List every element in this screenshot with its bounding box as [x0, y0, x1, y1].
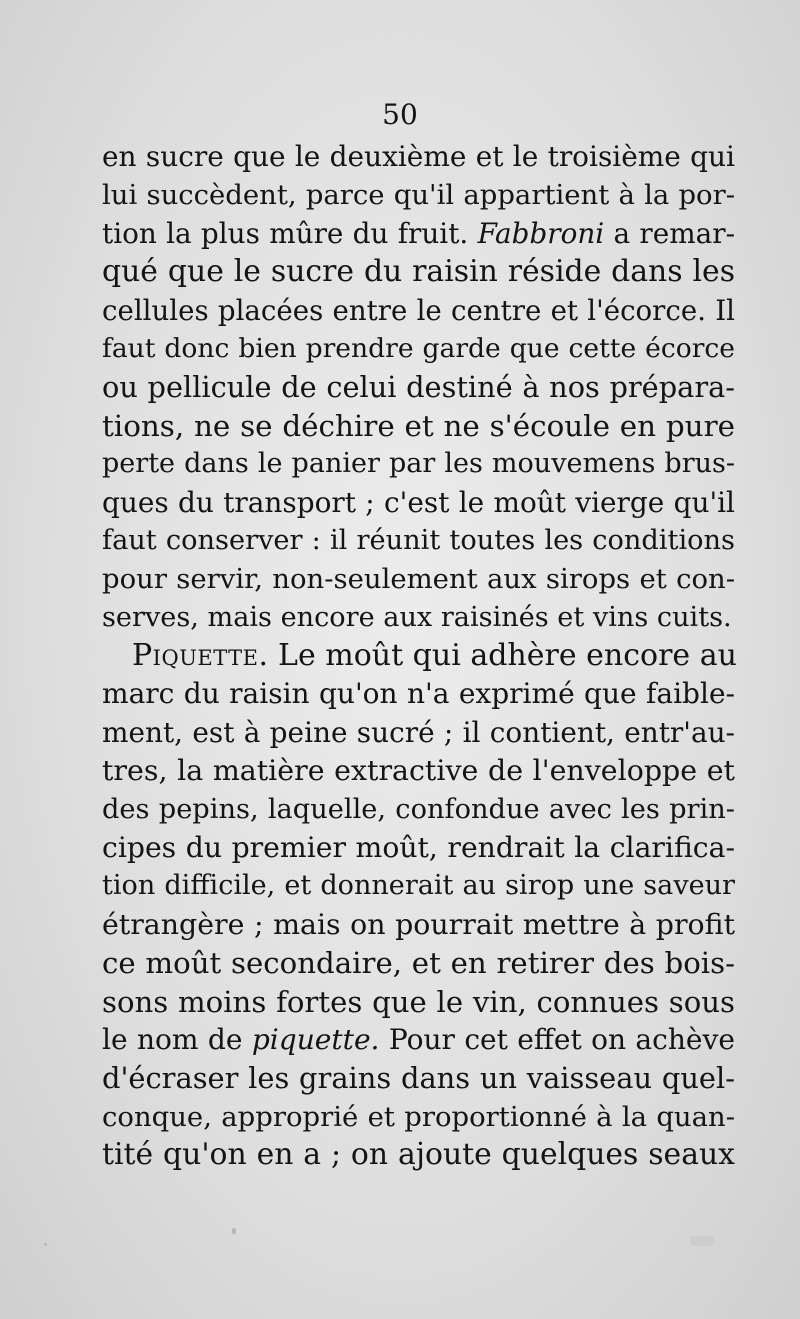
text-line: en sucre que le deuxième et le troisième qui	[102, 140, 735, 173]
text-line: cipes du premier moût, rendrait la clarifica-	[102, 831, 735, 865]
text-line: tres, la matière extractive de l'enveloppe et	[102, 754, 735, 788]
text-line	[102, 215, 735, 253]
paper-speck	[44, 1243, 47, 1246]
paper-speck	[690, 1236, 714, 1246]
text-line: ou pellicule de celui destiné à nos prépara-	[102, 370, 735, 405]
text-line: tité qu'on en a ; on ajoute quelques seaux	[102, 1137, 735, 1173]
text-line	[102, 1021, 735, 1059]
body-text	[102, 138, 735, 1175]
text-line: lui succèdent, parce qu'il appartient à la por-	[102, 179, 735, 212]
text-line: conque, approprié et proportionné à la quan-	[102, 1100, 735, 1133]
text-line: ment, est à peine sucré ; il contient, entr'au-	[102, 715, 735, 749]
text-line	[102, 637, 735, 675]
text-line: tion difficile, et donnerait au sirop une saveur	[102, 870, 735, 902]
text-line: faut conserver : il réunit toutes les conditions	[102, 524, 735, 556]
text-line: tions, ne se déchire et ne s'écoule en pure	[102, 408, 735, 443]
text-line: étrangère ; mais on pourrait mettre à profit	[102, 907, 735, 941]
text-line: serves, mais encore aux raisinés et vins cuits.	[102, 601, 732, 633]
text-line: des pepins, laquelle, confondue avec les prin-	[102, 793, 735, 825]
page-number: 50	[382, 98, 418, 131]
text-line: pour servir, non-seulement aux sirops et con-	[102, 563, 735, 596]
italic-term: piquette.	[251, 1022, 380, 1056]
text-line: qué que le sucre du raisin réside dans les	[102, 254, 735, 290]
text-run: Pour cet effet on achève	[388, 1022, 735, 1056]
text-line: perte dans le panier par les mouvemens brus-	[102, 448, 735, 480]
text-line: ques du transport ; c'est le moût vierge qu'il	[102, 485, 735, 519]
text-line: faut donc bien prendre garde que cette écorce	[102, 332, 735, 364]
text-run: tion la plus mûre du fruit.	[102, 216, 469, 250]
text-line: sons moins fortes que le vin, connues sous	[102, 984, 735, 1019]
text-line: d'écraser les grains dans un vaisseau quel-	[102, 1061, 735, 1096]
italic-name: Fabbroni	[477, 216, 605, 250]
text-run: le nom de	[102, 1022, 243, 1056]
text-run: a remar-	[613, 216, 735, 250]
section-heading: Piquette.	[132, 638, 269, 674]
paper-speck	[232, 1228, 236, 1234]
text-line: ce moût secondaire, et en retirer des bois-	[102, 946, 735, 981]
text-line: marc du raisin qu'on n'a exprimé que faible-	[102, 677, 735, 711]
text-line: cellules placées entre le centre et l'écorce. Il	[102, 293, 735, 327]
text-run: Le moût qui adhère encore au	[278, 638, 737, 674]
